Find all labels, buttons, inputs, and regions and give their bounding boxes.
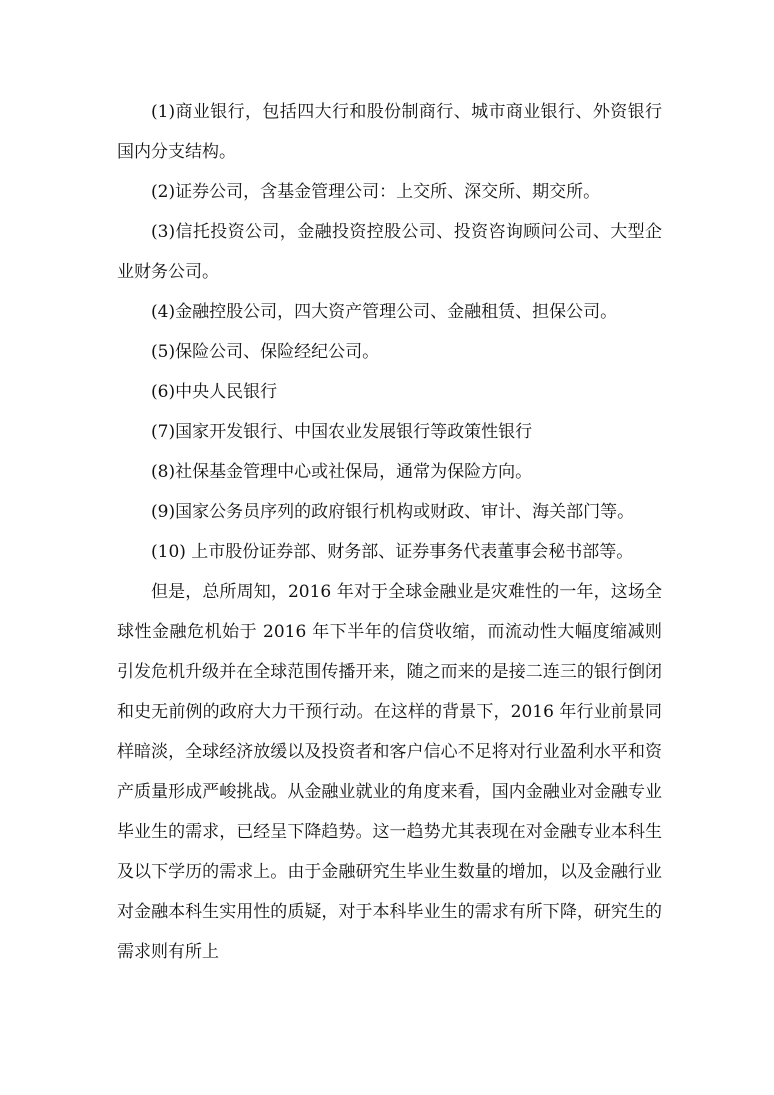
list-item-policy-banks: (7)国家开发银行、中国农业发展银行等政策性银行	[151, 422, 533, 442]
list-item-social-security: (8)社保基金管理中心或社保局，通常为保险方向。	[151, 462, 533, 482]
document-body	[117, 92, 662, 972]
list-item-commercial-banks: (1)商业银行，包括四大行和股份制商行、城市商业银行、外资银行国内分支结构。	[117, 102, 662, 162]
list-item-central-bank: (6)中央人民银行	[151, 382, 278, 402]
list-item-securities: (2)证券公司，含基金管理公司：上交所、深交所、期交所。	[151, 182, 601, 202]
list-item-government: (9)国家公务员序列的政府银行机构或财政、审计、海关部门等。	[151, 502, 635, 522]
list-item-listed-companies: (10) 上市股份证券部、财务部、证券事务代表董事会秘书部等。	[151, 542, 634, 562]
list-item-insurance: (5)保险公司、保险经纪公司。	[151, 342, 380, 362]
list-item-trust-investment: (3)信托投资公司，金融投资控股公司、投资咨询顾问公司、大型企业财务公司。	[117, 222, 662, 282]
list-item-financial-holding: (4)金融控股公司，四大资产管理公司、金融租赁、担保公司。	[151, 302, 618, 322]
body-paragraph: 但是，总所周知，2016 年对于全球金融业是灾难性的一年，这场全球性金融危机始于 2016 年下半年的信贷收缩，而流动性大幅度缩减则引发危机升级并在全球范围传播开来，随之而来的是接二连三的银行倒闭和史无前例的政府大力干预行动。在这样的背景下，2016 年行业前景同样暗淡，全球经济放缓以及投资者和客户信心不足将对行业盈利水平和资产质量形成严峻挑战。从金融业就业的角度来看，国内金融业对金融专业毕业生的需求，已经呈下降趋势。这一趋势尤其表现在对金融专业本科生及以下学历的需求上。由于金融研究生毕业生数量的增加，以及金融行业对金融本科生实用性的质疑，对于本科毕业生的需求有所下降，研究生的需求则有所上	[117, 582, 662, 962]
